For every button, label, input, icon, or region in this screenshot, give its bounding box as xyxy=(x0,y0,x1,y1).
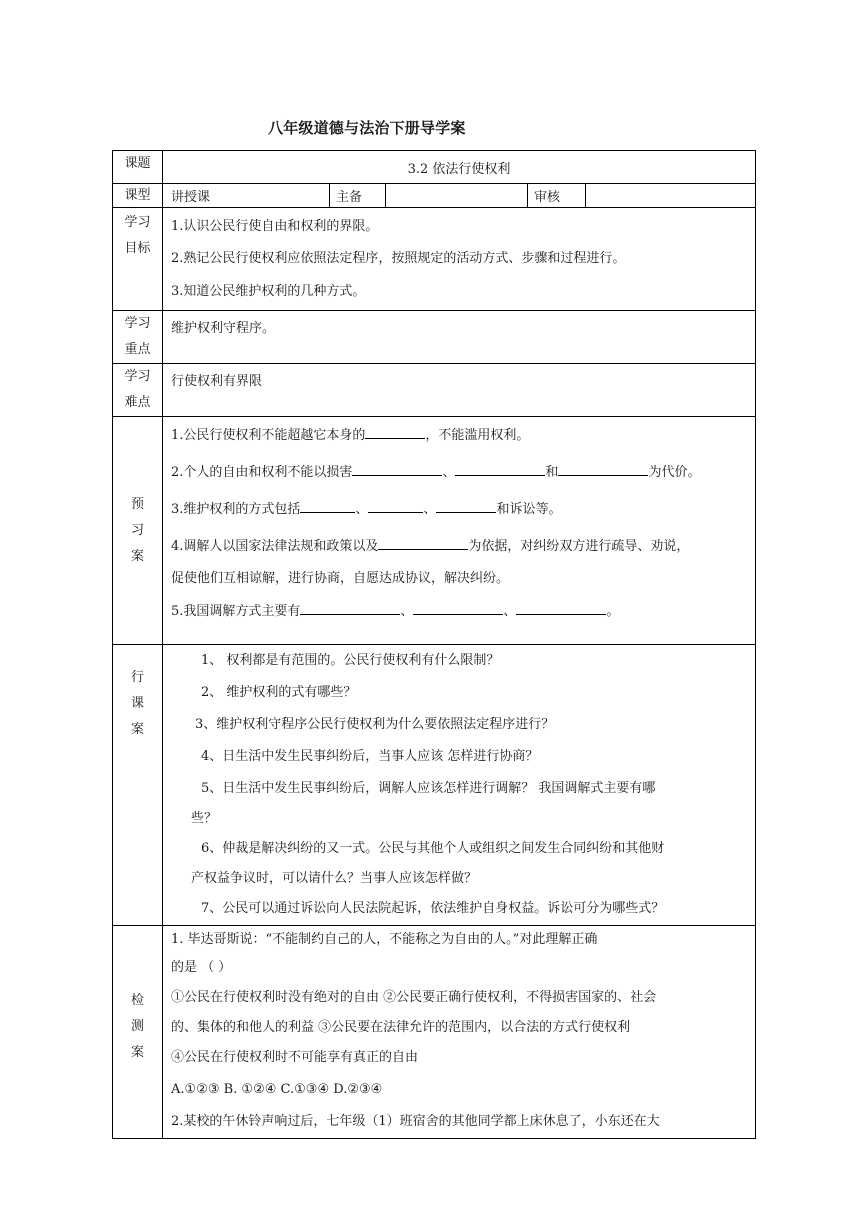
answer-blank[interactable] xyxy=(436,499,496,513)
preview-q5: 5.我国调解方式主要有 、 、 。 xyxy=(171,593,747,630)
answer-blank[interactable] xyxy=(300,499,355,513)
lesson-label: 行 课 案 xyxy=(113,645,163,926)
lesson-item: 2、 维护权利的式有哪些？ xyxy=(201,685,357,700)
answer-blank[interactable] xyxy=(300,601,400,615)
goal-item: 1.认识公民行使自由和权利的界限。 xyxy=(171,219,379,234)
test-line: 2.某校的午休铃声响过后，七年级（1）班宿舍的其他同学都上床休息了，小东还在大 xyxy=(171,1114,660,1129)
preview-row xyxy=(113,417,756,645)
lesson-row xyxy=(113,645,756,926)
review-value xyxy=(586,184,756,208)
preview-label: 预 习 案 xyxy=(113,417,163,645)
study-guide-table xyxy=(112,150,756,1139)
test-line: 的、集体的和他人的利益 ③公民要在法律允许的范围内，以合法的方式行使权利 xyxy=(171,1020,631,1035)
lesson-item: 5、日生活中发生民事纠纷后，调解人应该怎样进行调解？ 我国调解式主要有哪 xyxy=(201,781,656,796)
test-line: ④公民在行使权利时不可能享有真正的自由 xyxy=(171,1050,419,1065)
answer-blank[interactable] xyxy=(558,462,648,476)
test-line: 1. 毕达哥斯说：“不能制约自己的人，不能称之为自由的人。”对此理解正确 xyxy=(171,932,598,947)
answer-blank[interactable] xyxy=(368,499,423,513)
preview-content xyxy=(163,417,756,645)
preview-q1: 1.公民行使权利不能超越它本身的 ，不能滥用权利。 xyxy=(171,417,747,454)
lesson-item: 3、维护权利守程序公民行使权利为什么要依照法定程序进行？ xyxy=(195,717,555,732)
answer-blank[interactable] xyxy=(516,601,606,615)
preview-q2: 2.个人的自由和权利不能以损害 、 和 为代价。 xyxy=(171,454,747,491)
host-value xyxy=(386,184,528,208)
goals-content xyxy=(163,208,756,311)
topic-label: 课题 xyxy=(113,151,163,184)
lesson-item: 4、日生活中发生民事纠纷后，当事人应该 怎样进行协商？ xyxy=(201,749,539,764)
lesson-item: 产权益争议时，可以请什么？当事人应该怎样做？ xyxy=(191,871,478,886)
lesson-content xyxy=(163,645,756,926)
difficulty-label: 学习 难点 xyxy=(113,364,163,417)
test-line: ①公民在行使权利时没有绝对的自由 ②公民要正确行使权利，不得损害国家的、社会 xyxy=(171,990,657,1005)
answer-blank[interactable] xyxy=(352,462,442,476)
answer-blank[interactable] xyxy=(378,536,468,550)
difficulty-text: 行使权利有界限 xyxy=(171,374,263,389)
goal-item: 3.知道公民维护权利的几种方式。 xyxy=(171,284,366,299)
preview-q3: 3.维护权利的方式包括 、 、 和诉讼等。 xyxy=(171,491,747,528)
type-value: 讲授课 xyxy=(163,184,330,208)
preview-q4-cont: 促使他们互相谅解，进行协商，自愿达成协议，解决纠纷。 xyxy=(171,571,510,586)
difficulty-row xyxy=(113,364,756,417)
goals-row xyxy=(113,208,756,311)
topic-value: 3.2 依法行使权利 xyxy=(163,151,756,184)
focus-label: 学习 重点 xyxy=(113,311,163,364)
focus-text: 维护权利守程序。 xyxy=(171,321,276,336)
lesson-item: 7、公民可以通过诉讼向人民法院起诉，依法维护自身权益。诉讼可分为哪些式？ xyxy=(201,901,665,916)
goal-item: 2.熟记公民行使权利应依照法定程序，按照规定的活动方式、步骤和过程进行。 xyxy=(171,251,626,266)
topic-row xyxy=(113,151,756,184)
preview-q4: 4.调解人以国家法律法规和政策以及 为依据，对纠纷双方进行疏导、劝说， xyxy=(171,528,747,565)
lesson-item: 些？ xyxy=(191,811,218,826)
test-line: 的是 （ ） xyxy=(171,960,232,975)
type-label: 课型 xyxy=(113,184,163,208)
lesson-item: 6、仲裁是解决纠纷的又一式。公民与其他个人或组织之间发生合同纠纷和其他财 xyxy=(201,841,665,856)
review-label: 审核 xyxy=(528,184,586,208)
test-row xyxy=(113,926,756,1139)
answer-blank[interactable] xyxy=(413,601,503,615)
test-label: 检 测 案 xyxy=(113,926,163,1139)
answer-blank[interactable] xyxy=(365,425,425,439)
document-title: 八年级道德与法治下册导学案 xyxy=(268,119,466,137)
type-row xyxy=(113,184,756,208)
focus-content xyxy=(163,311,756,364)
test-content xyxy=(163,926,756,1139)
difficulty-content xyxy=(163,364,756,417)
goals-label: 学习 目标 xyxy=(113,208,163,311)
test-options: A.①②③ B. ①②④ C.①③④ D.②③④ xyxy=(171,1082,383,1097)
lesson-item: 1、 权利都是有范围的。公民行使权利有什么限制？ xyxy=(201,653,500,668)
host-label: 主备 xyxy=(330,184,386,208)
focus-row xyxy=(113,311,756,364)
answer-blank[interactable] xyxy=(455,462,545,476)
